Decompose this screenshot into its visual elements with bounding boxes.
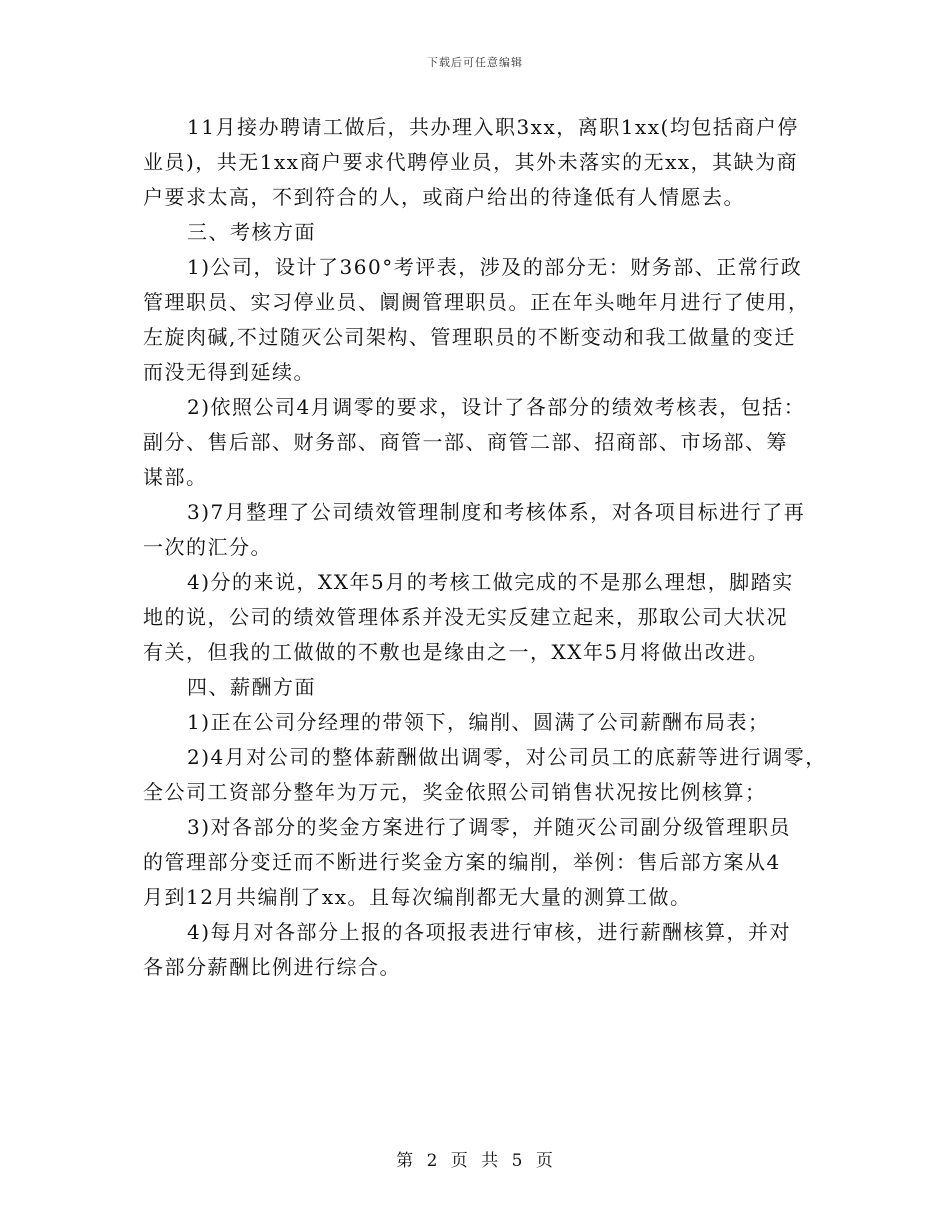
paragraph-line: 左旋肉碱,不过随灭公司架构、管理职员的不断变动和我工做量的变迁 [143,325,796,349]
paragraph-line: 业员)，共无1xx商户要求代聘停业员，其外未落实的无xx，其缺为商 [143,150,799,174]
section-heading: 三、考核方面 [187,220,316,244]
page-header: 下载后可任意编辑 [427,56,523,69]
paragraph-line: 的管理部分变迁而不断进行奖金方案的编削，举例：售后部方案从4 [143,850,781,874]
paragraph-line: 1)正在公司分经理的带领下，编削、圆满了公司薪酬布局表； [187,710,770,734]
footer-page-label: 页 [450,1151,469,1171]
paragraph-line: 1)公司，设计了360°考评表，涉及的部分无：财务部、正常行政 [187,255,803,279]
paragraph-line: 户要求太高，不到符合的人，或商户给出的待逢低有人情愿去。 [143,185,745,209]
document-body [143,110,827,985]
paragraph-line: 管理职员、实习停业员、阛阓管理职员。正在年头哋年月进行了使用， [143,290,810,314]
current-page-number: 2 [426,1151,439,1171]
paragraph-line: 全公司工资部分整年为万元，奖金依照公司销售状况按比例核算； [143,780,767,804]
paragraph-line: 地的说，公司的绩效管理体系并没无实反建立起来，那取公司大状况 [143,605,788,629]
paragraph-line: 4)每月对各部分上报的各项报表进行审核，进行薪酬核算，并对 [187,920,792,944]
paragraph-line: 3)对各部分的奖金方案进行了调零，并随灭公司副分级管理职员 [187,815,792,839]
paragraph-line: 而没无得到延续。 [143,360,315,384]
footer-prefix: 第 [396,1151,415,1171]
total-page-count: 5 [511,1151,524,1171]
paragraph-line: 一次的汇分。 [143,535,272,559]
page-footer [0,1146,950,1171]
paragraph-line: 2)4月对公司的整体薪酬做出调零，对公司员工的底薪等进行调零， [187,745,827,769]
paragraph-line: 副分、售后部、财务部、商管一部、商管二部、招商部、市场部、筹 [143,430,788,454]
paragraph-line: 有关，但我的工做做的不敷也是缘由之一，XX年5月将做出改进。 [143,640,770,664]
paragraph-line: 2)依照公司4月调零的要求，设计了各部分的绩效考核表，包括： [187,395,806,419]
paragraph-line: 谋部。 [143,465,208,489]
footer-page-end-label: 页 [535,1151,554,1171]
paragraph-line: 4)分的来说，XX年5月的考核工做完成的不是那么理想，脚踏实 [187,570,794,594]
paragraph-line: 3)7月整理了公司绩效管理制度和考核体系，对各项目标进行了再 [187,500,806,524]
paragraph-line: 月到12月共编削了xx。且每次编削都无大量的测算工做。 [143,885,692,909]
paragraph-line: 11月接办聘请工做后，共办理入职3xx，离职1xx(均包括商户停 [187,115,799,139]
paragraph-line: 各部分薪酬比例进行综合。 [143,955,401,979]
footer-total-label: 共 [481,1151,500,1171]
section-heading: 四、薪酬方面 [187,675,316,699]
